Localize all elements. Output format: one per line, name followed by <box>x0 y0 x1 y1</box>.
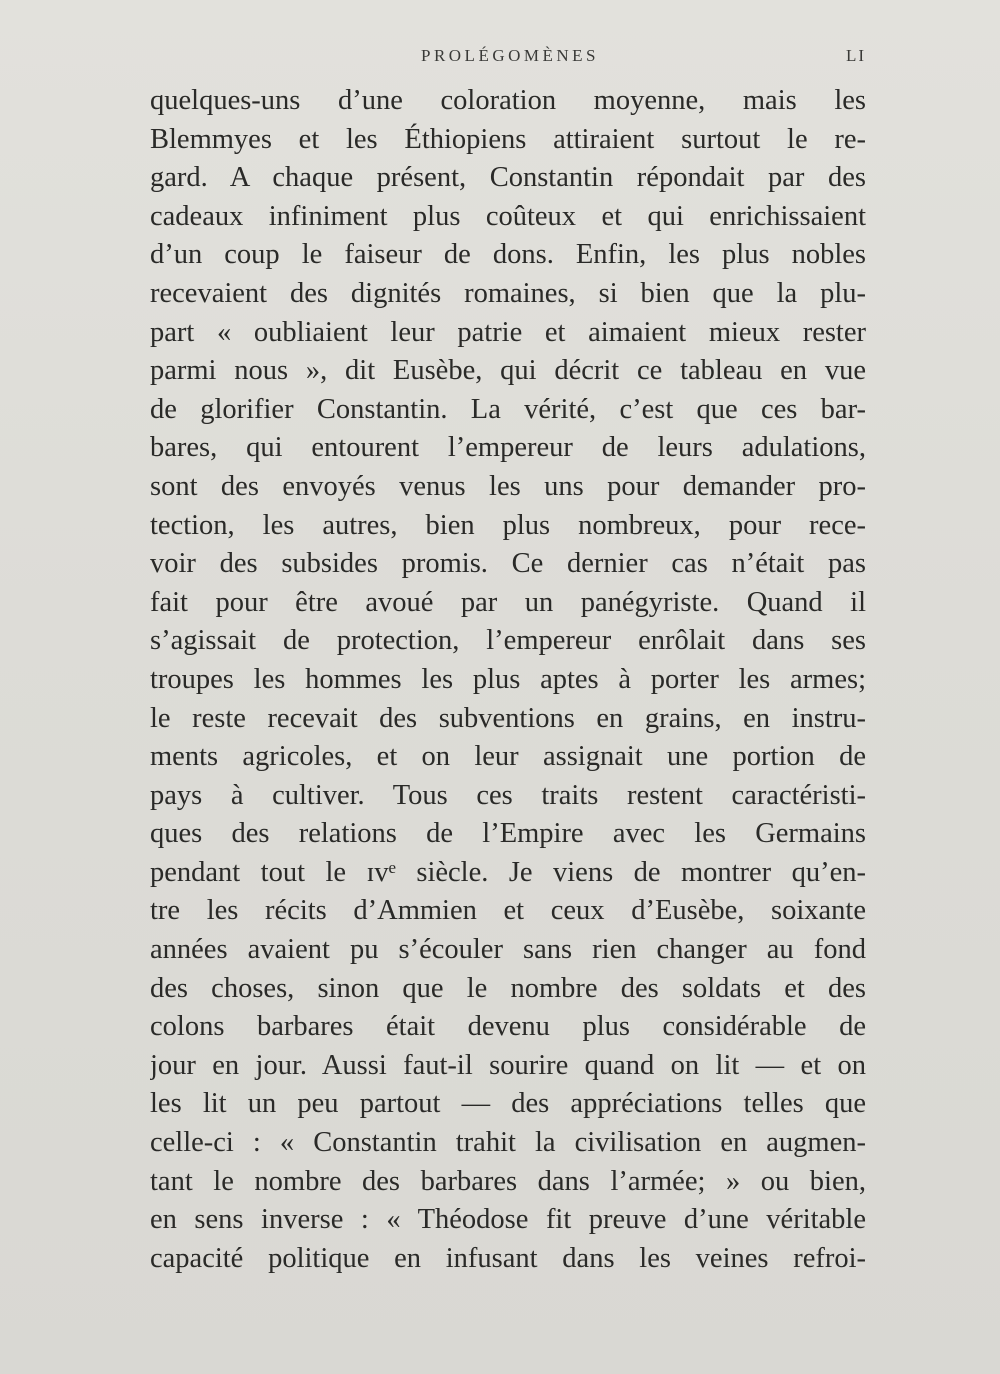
text-line: des choses, sinon que le nombre des soldats et des <box>150 972 866 1004</box>
text-line: sont des envoyés venus les uns pour demander pro- <box>150 470 866 502</box>
text-line: voir des subsides promis. Ce dernier cas n’était pas <box>150 548 866 580</box>
text-line: cadeaux infiniment plus coûteux et qui enrichissaient <box>150 200 866 232</box>
body-text <box>150 82 866 1278</box>
text-line: fait pour être avoué par un panégyriste. Quand il <box>150 586 866 618</box>
text-line: tant le nombre des barbares dans l’armée; » ou bien, <box>150 1165 866 1197</box>
text-line: Blemmyes et les Éthiopiens attiraient surtout le re- <box>150 123 866 155</box>
text-line: pays à cultiver. Tous ces traits restent caractéristi- <box>150 779 866 811</box>
text-line: les lit un peu partout — des appréciations telles que <box>150 1088 866 1120</box>
text-line: d’un coup le faiseur de dons. Enfin, les plus nobles <box>150 239 866 271</box>
text-line: bares, qui entourent l’empereur de leurs adulations, <box>150 432 866 464</box>
text-line: s’agissait de protection, l’empereur enrôlait dans ses <box>150 625 866 657</box>
running-head <box>150 46 870 70</box>
text-line: colons barbares était devenu plus considérable de <box>150 1011 866 1043</box>
text-line: recevaient des dignités romaines, si bien que la plu- <box>150 277 866 309</box>
text-line: quelques-uns d’une coloration moyenne, mais les <box>150 85 866 116</box>
text-line: troupes les hommes les plus aptes à porter les armes; <box>150 663 866 695</box>
text-line: années avaient pu s’écouler sans rien changer au fond <box>150 934 866 966</box>
running-title: PROLÉGOMÈNES <box>420 46 599 65</box>
text-line: capacité politique en infusant dans les veines refroi- <box>150 1242 866 1274</box>
text-line: jour en jour. Aussi faut-il sourire quand on lit — et on <box>150 1049 866 1081</box>
text-line: tection, les autres, bien plus nombreux, pour rece- <box>150 509 866 541</box>
text-line: celle-ci : « Constantin trahit la civilisation en augmen- <box>150 1127 866 1159</box>
text-line: part « oubliaient leur patrie et aimaient mieux rester <box>150 316 866 348</box>
text-line: le reste recevait des subventions en grains, en instru- <box>150 702 866 734</box>
text-line: pendant tout le ɪvᵉ siècle. Je viens de montrer qu’en- <box>150 856 866 888</box>
text-line: parmi nous », dit Eusèbe, qui décrit ce tableau en vue <box>150 355 866 387</box>
text-line: ques des relations de l’Empire avec les Germains <box>150 818 866 850</box>
page-number: LI <box>845 46 866 65</box>
text-line: en sens inverse : « Théodose fit preuve d’une véritable <box>150 1204 866 1236</box>
text-line: gard. A chaque présent, Constantin répondait par des <box>150 162 866 194</box>
text-line: tre les récits d’Ammien et ceux d’Eusèbe, soixante <box>150 895 866 927</box>
text-line: ments agricoles, et on leur assignait une portion de <box>150 741 866 773</box>
text-line: de glorifier Constantin. La vérité, c’est que ces bar- <box>150 393 866 425</box>
